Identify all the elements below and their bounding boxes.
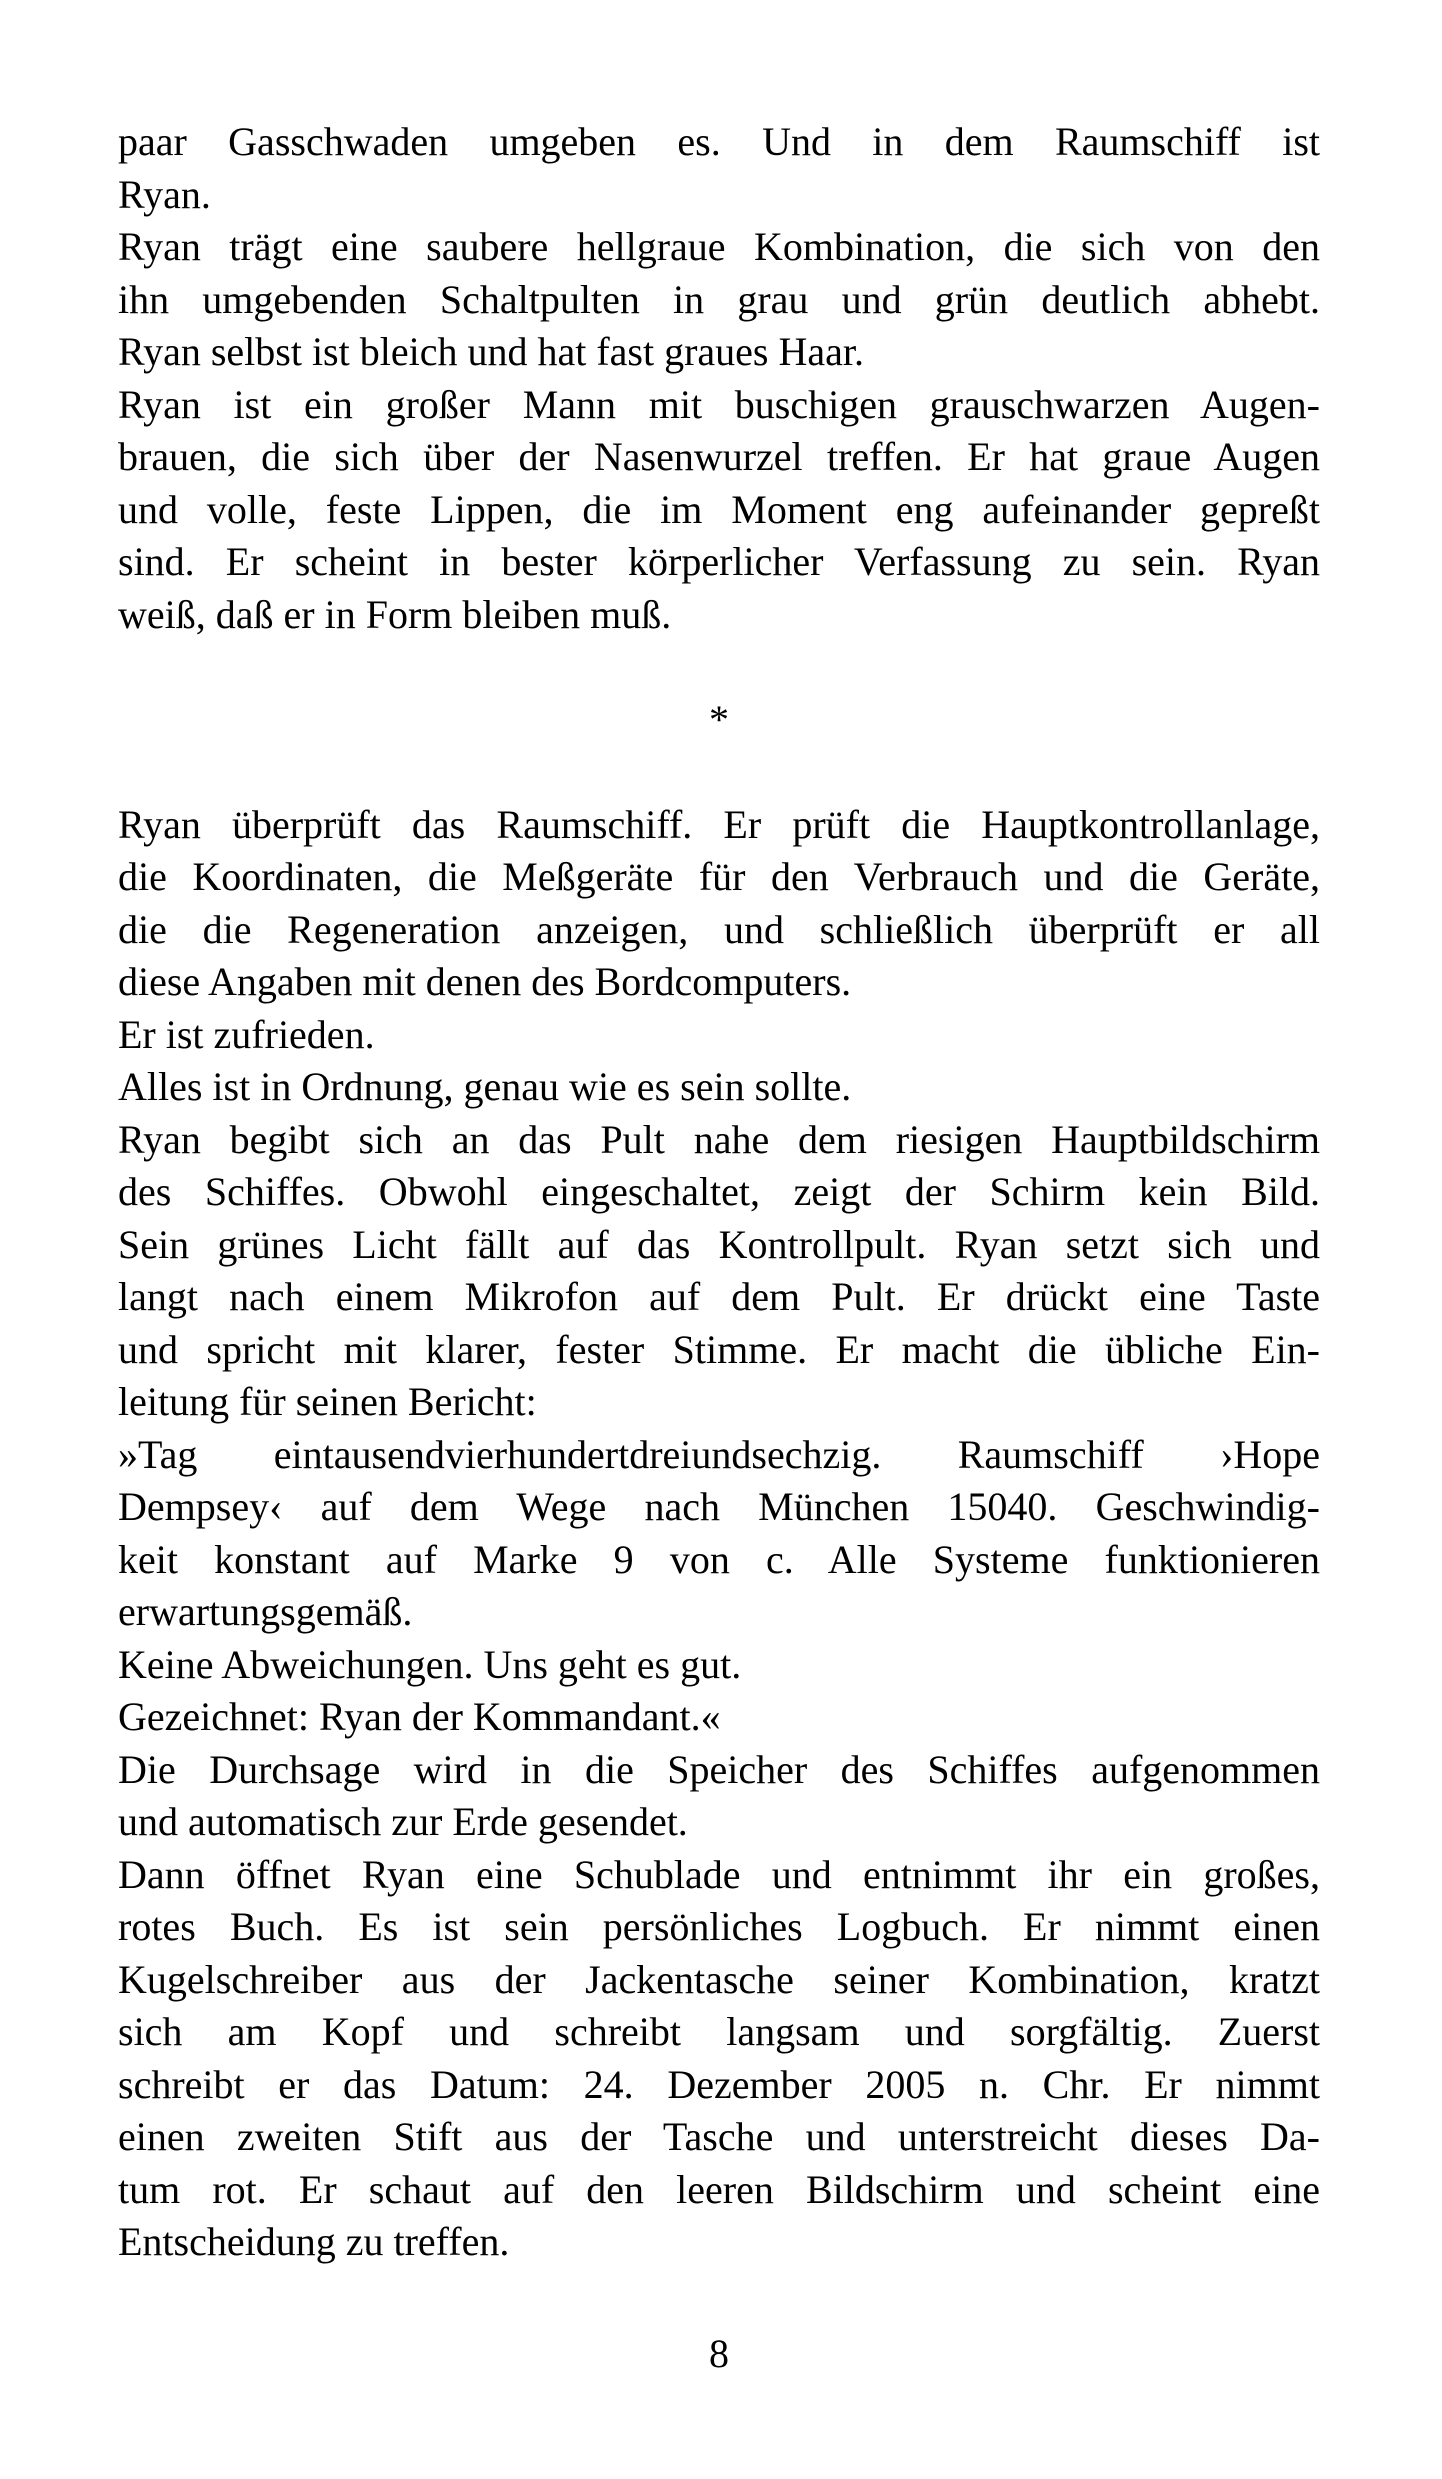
text-line: leitung für seinen Bericht: <box>118 1379 537 1424</box>
section-separator-asterisk: * <box>709 696 729 742</box>
text-line: sich am Kopf und schreibt langsam und sorgfältig. Zuerst <box>118 2009 1320 2054</box>
text-line: langt nach einem Mikrofon auf dem Pult. Er drückt eine Taste <box>118 1274 1320 1319</box>
text-line: erwartungsgemäß. <box>118 1589 413 1634</box>
text-line: sind. Er scheint in bester körperlicher Verfassung zu sein. Ryan <box>118 539 1320 584</box>
text-line: tum rot. Er schaut auf den leeren Bildschirm und scheint eine <box>118 2166 1320 2212</box>
paragraph <box>118 1114 1320 1429</box>
paragraph <box>118 1639 1320 1692</box>
text-line: und spricht mit klarer, fester Stimme. Er macht die übliche Ein- <box>118 1326 1320 1372</box>
text-line: Ryan ist ein großer Mann mit buschigen grauschwarzen Augen- <box>118 381 1320 427</box>
text-line: Gezeichnet: Ryan der Kommandant.« <box>118 1694 721 1739</box>
text-line: und volle, feste Lippen, die im Moment eng aufeinander gepreßt <box>118 486 1320 532</box>
paragraph <box>118 1429 1320 1639</box>
paragraph <box>118 1061 1320 1114</box>
text-column <box>118 116 1320 2269</box>
text-line: paar Gasschwaden umgeben es. Und in dem Raumschiff ist <box>118 119 1320 164</box>
text-line: Er ist zufrieden. <box>118 1011 375 1057</box>
text-line: Sein grünes Licht fällt auf das Kontrollpult. Ryan setzt sich und <box>118 1221 1320 1267</box>
text-line: Dempsey‹ auf dem Wege nach München 15040. Geschwindig- <box>118 1484 1320 1529</box>
paragraph <box>118 1691 1320 1744</box>
text-line: Alles ist in Ordnung, genau wie es sein sollte. <box>118 1064 852 1109</box>
text-line: ihn umgebenden Schaltpulten in grau und grün deutlich abhebt. <box>118 276 1320 322</box>
text-line: Ryan selbst ist bleich und hat fast graues Haar. <box>118 329 864 374</box>
paragraph <box>118 221 1320 379</box>
text-line: weiß, daß er in Form bleiben muß. <box>118 591 672 637</box>
paragraph <box>118 379 1320 642</box>
text-line: Entscheidung zu treffen. <box>118 2219 510 2264</box>
text-line: Ryan. <box>118 171 211 217</box>
text-line: Dann öffnet Ryan eine Schublade und entnimmt ihr ein großes, <box>118 1851 1320 1897</box>
text-line: keit konstant auf Marke 9 von c. Alle Systeme funktionieren <box>118 1536 1320 1582</box>
paragraph <box>118 799 1320 1009</box>
paragraph <box>118 1744 1320 1849</box>
paragraph <box>118 1849 1320 2269</box>
text-line: Ryan begibt sich an das Pult nahe dem riesigen Hauptbildschirm <box>118 1116 1320 1162</box>
text-line: und automatisch zur Erde gesendet. <box>118 1799 688 1844</box>
text-line: die Koordinaten, die Meßgeräte für den Verbrauch und die Geräte, <box>118 854 1320 899</box>
paragraph <box>118 116 1320 221</box>
text-line: die die Regeneration anzeigen, und schließlich überprüft er all <box>118 906 1320 952</box>
paragraph <box>118 1009 1320 1062</box>
text-line: schreibt er das Datum: 24. Dezember 2005 n. Chr. Er nimmt <box>118 2061 1320 2107</box>
text-line: des Schiffes. Obwohl eingeschaltet, zeigt der Schirm kein Bild. <box>118 1169 1320 1214</box>
text-line: Ryan überprüft das Raumschiff. Er prüft die Hauptkontrollanlage, <box>118 801 1320 847</box>
text-line: brauen, die sich über der Nasenwurzel treffen. Er hat graue Augen <box>118 434 1320 479</box>
text-line: Ryan trägt eine saubere hellgraue Kombination, die sich von den <box>118 224 1320 269</box>
text-line: »Tag eintausendvierhundertdreiundsechzig. Raumschiff ›Hope <box>118 1431 1320 1477</box>
text-line: Die Durchsage wird in die Speicher des Schiffes aufgenommen <box>118 1746 1320 1792</box>
text-line: rotes Buch. Es ist sein persönliches Logbuch. Er nimmt einen <box>118 1904 1320 1949</box>
page-number: 8 <box>709 2330 729 2376</box>
text-line: Kugelschreiber aus der Jackentasche seiner Kombination, kratzt <box>118 1956 1320 2002</box>
text-line: Keine Abweichungen. Uns geht es gut. <box>118 1641 742 1687</box>
text-line: einen zweiten Stift aus der Tasche und unterstreicht dieses Da- <box>118 2114 1320 2159</box>
text-line: diese Angaben mit denen des Bordcomputers. <box>118 959 852 1004</box>
